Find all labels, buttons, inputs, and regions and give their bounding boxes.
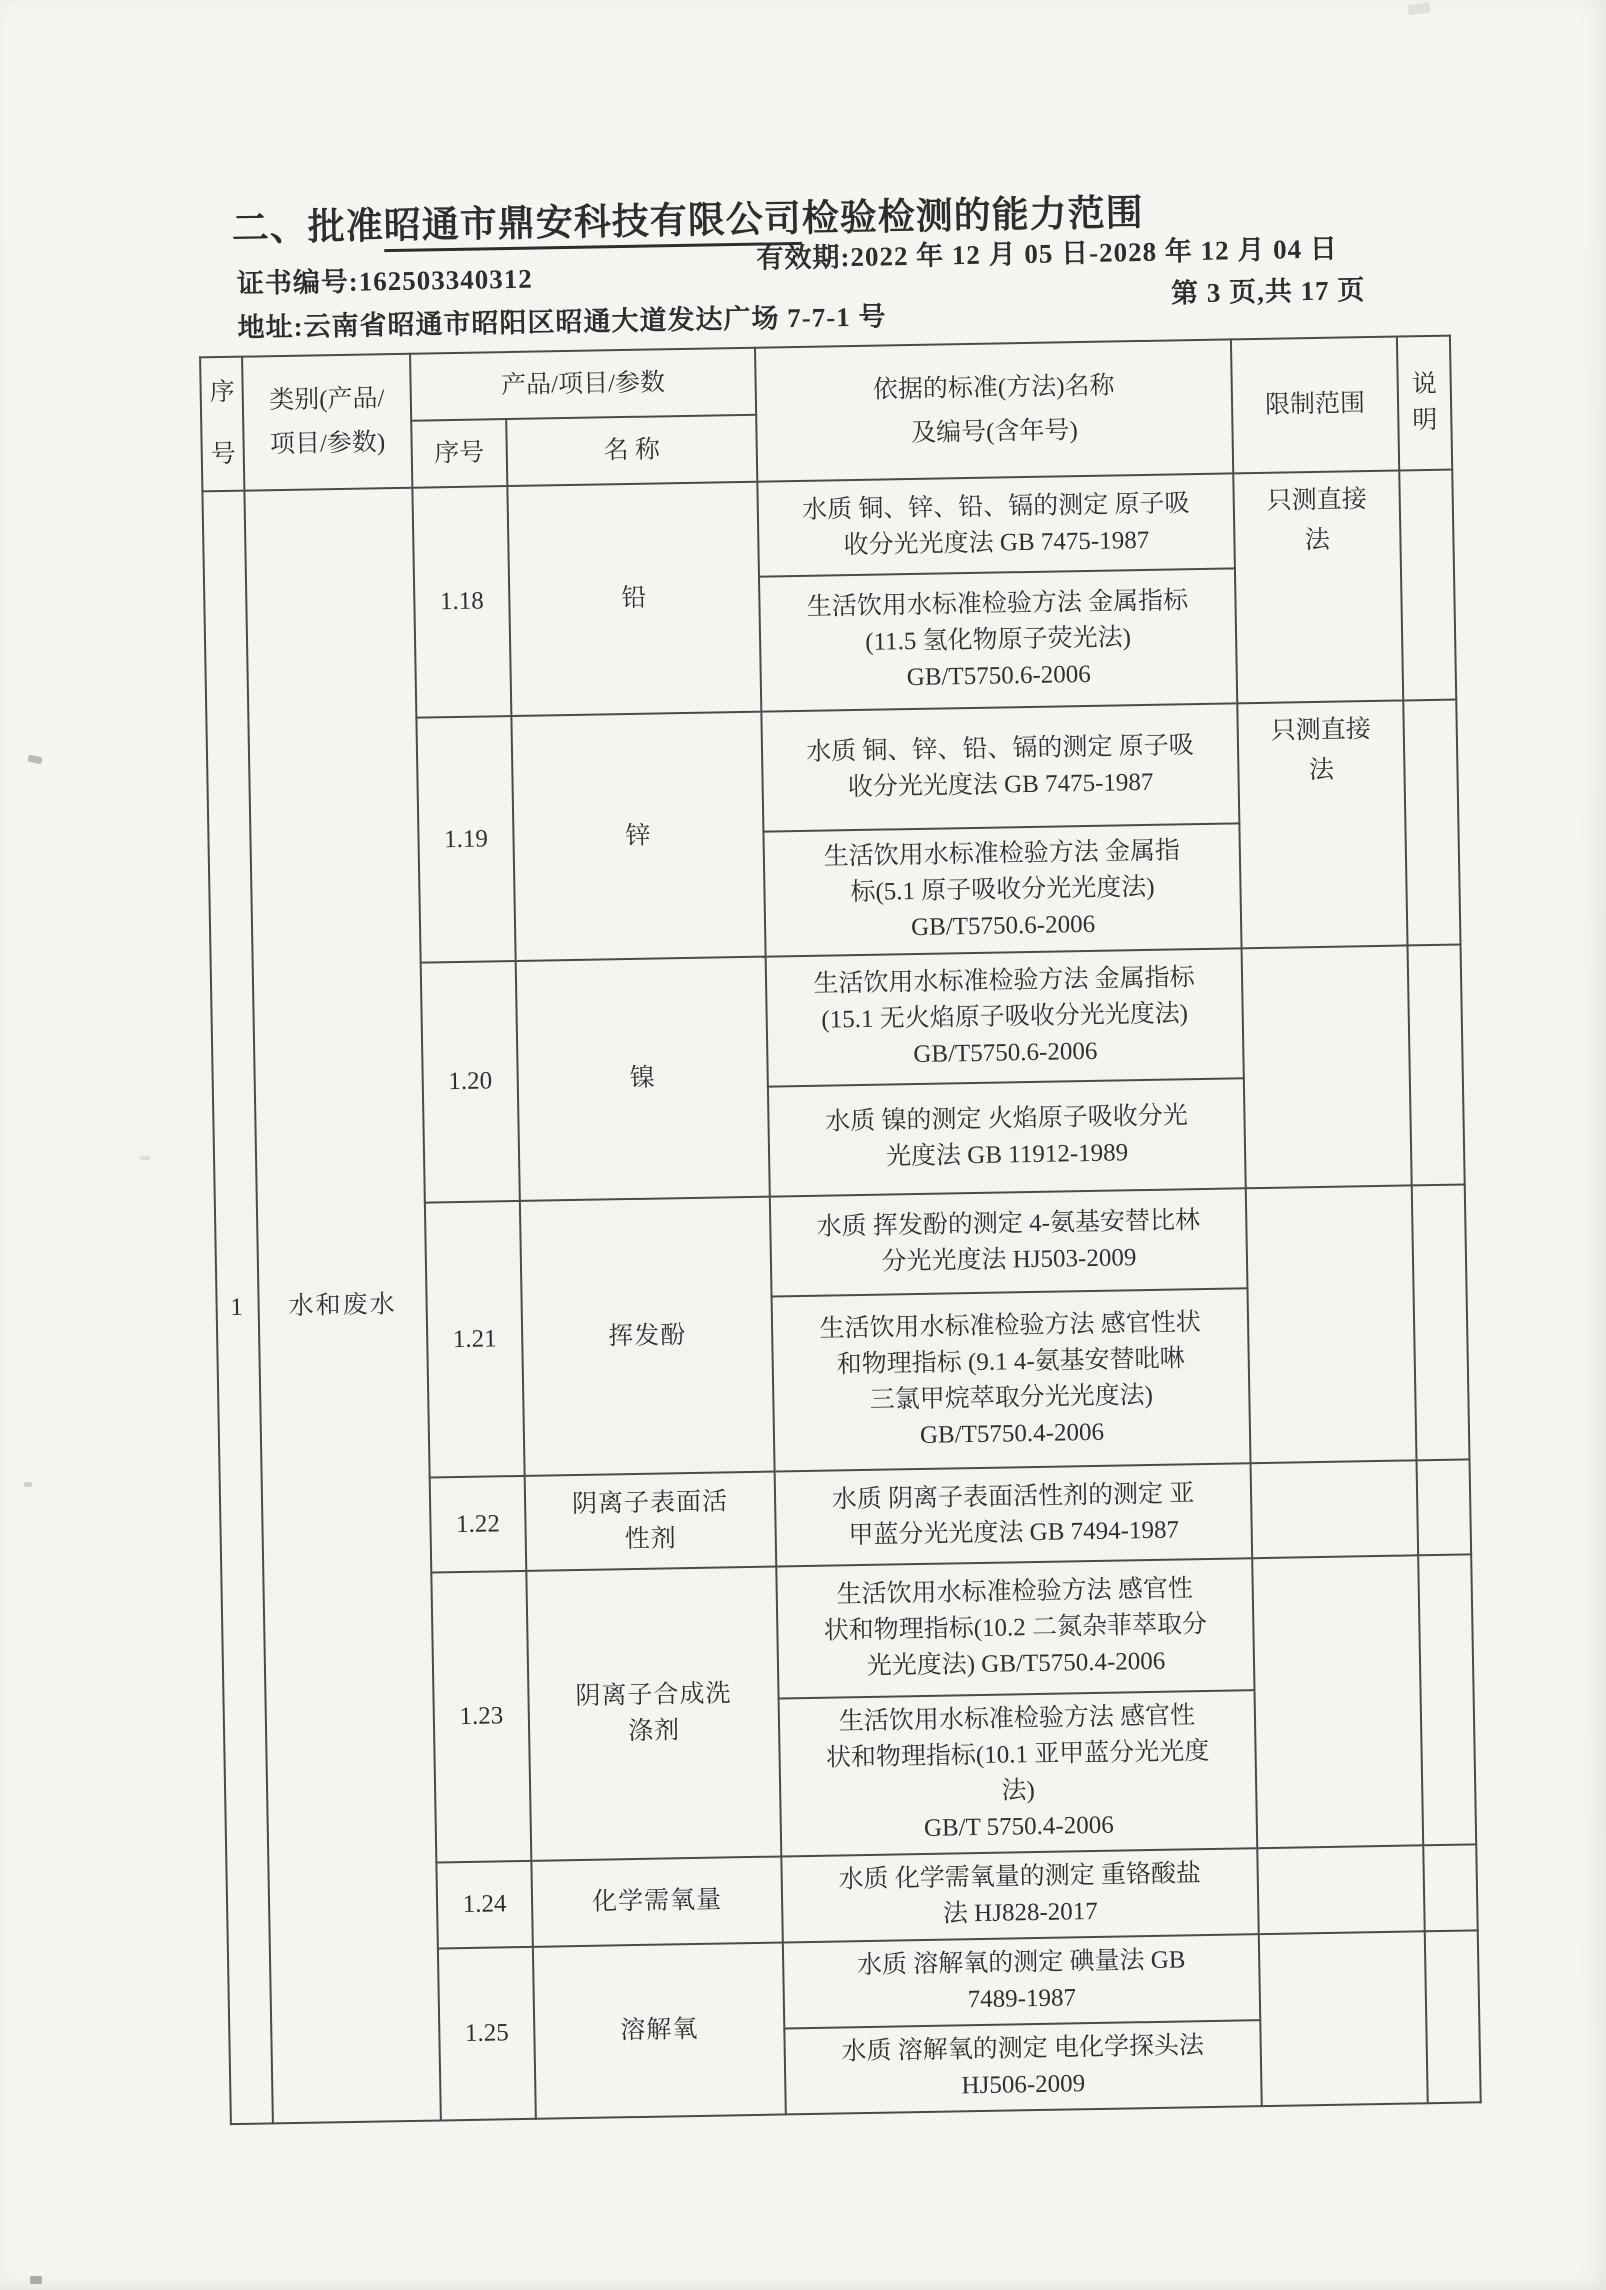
- header-seq: 序 号: [200, 357, 244, 492]
- certificate-number-line: [236, 257, 533, 301]
- cell-limit: [1252, 1555, 1423, 1848]
- header-limit: 限制范围: [1231, 337, 1399, 474]
- header-note: 说明: [1397, 336, 1452, 471]
- cell-limit: 只测直接 法: [1233, 470, 1403, 703]
- cell-item-name: 化学需氧量: [531, 1856, 782, 1946]
- cell-item-seq: 1.19: [416, 716, 515, 963]
- cell-standard: 生活饮用水标准检验方法 金属指标 (11.5 氢化物原子荧光法) GB/T5750.6-2006: [759, 568, 1237, 711]
- capability-table-wrap: [199, 335, 1482, 2126]
- cell-group-category: 水和废水: [244, 488, 440, 2124]
- cell-standard: 水质 化学需氧量的测定 重铬酸盐 法 HJ828-2017: [781, 1848, 1258, 1942]
- cell-limit: [1251, 1460, 1419, 1558]
- cell-item-name: 阴离子合成洗 涤剂: [526, 1567, 781, 1861]
- cell-item-seq: 1.21: [425, 1201, 525, 1478]
- header-item-seq: 序号: [411, 419, 507, 488]
- capability-table: [199, 335, 1482, 2126]
- cell-standard: 生活饮用水标准检验方法 金属指 标(5.1 原子吸收分光光度法) GB/T5750.6-2006: [763, 823, 1241, 956]
- cell-standard: 生活饮用水标准检验方法 金属指标 (15.1 无火焰原子吸收分光光度法) GB/T5750.6-2006: [766, 948, 1244, 1086]
- cell-note: [1412, 1184, 1470, 1460]
- cell-item-name: 溶解氧: [533, 1942, 786, 2118]
- cell-note: [1403, 700, 1460, 946]
- cell-item-seq: 1.25: [438, 1947, 536, 2121]
- cell-limit: [1257, 1845, 1424, 1934]
- cell-item-name: 铅: [507, 482, 761, 716]
- cell-standard: 水质 铜、锌、铅、镉的测定 原子吸 收分光光度法 GB 7475-1987: [761, 703, 1239, 831]
- cell-item-name: 挥发酚: [520, 1197, 775, 1476]
- cell-item-name: 锌: [511, 712, 765, 961]
- cell-item-seq: 1.18: [412, 486, 511, 718]
- header-item-name: 名 称: [506, 415, 757, 486]
- validity-period: 有效期:2022 年 12 月 05 日-2028 年 12 月 04 日: [756, 233, 1339, 274]
- scan-speck: [140, 1156, 150, 1160]
- header-product-group: 产品/项目/参数: [410, 348, 756, 421]
- header-standard: 依据的标准(方法)名称 及编号(含年号): [755, 339, 1233, 481]
- title-prefix: 二、批准: [231, 206, 385, 250]
- cell-standard: 水质 溶解氧的测定 电化学探头法 HJ506-2009: [784, 2020, 1261, 2114]
- scan-speck: [24, 1482, 32, 1487]
- header-category: 类别(产品/ 项目/参数): [242, 354, 412, 491]
- cell-note: [1423, 1844, 1477, 1931]
- cell-standard: 生活饮用水标准检验方法 感官性 状和物理指标(10.2 二氮杂菲萃取分 光光度法) GB/T5750.4-2006: [776, 1558, 1254, 1698]
- cell-item-seq: 1.23: [431, 1571, 531, 1863]
- cell-standard: 水质 阴离子表面活性剂的测定 亚 甲蓝分光光度法 GB 7494-1987: [775, 1463, 1253, 1566]
- cell-limit: 只测直接 法: [1237, 700, 1407, 948]
- cell-item-seq: 1.24: [436, 1861, 532, 1949]
- table-header-row-1: [200, 336, 1451, 425]
- certificate-number-label: 证书编号:: [236, 266, 360, 299]
- cell-note: [1408, 944, 1465, 1185]
- cell-limit: [1246, 1185, 1417, 1463]
- cell-standard: 生活饮用水标准检验方法 感官性状 和物理指标 (9.1 4-氨基安替吡啉 三氯甲烷萃取分光光度法) GB/T5750.4-2006: [772, 1288, 1251, 1471]
- cell-standard: 生活饮用水标准检验方法 感官性 状和物理指标(10.1 亚甲蓝分光光度 法) GB/T 5750.4-2006: [779, 1690, 1258, 1856]
- cell-standard: 水质 挥发酚的测定 4-氨基安替比林 分光光度法 HJ503-2009: [770, 1188, 1248, 1296]
- cell-item-name: 镍: [516, 957, 770, 1201]
- cell-note: [1399, 470, 1456, 701]
- cell-standard: 水质 铜、锌、铅、镉的测定 原子吸 收分光光度法 GB 7475-1987: [757, 473, 1235, 576]
- title-company-underlined: 昭通市鼎安科技有限公司: [383, 199, 802, 252]
- cell-note: [1418, 1554, 1476, 1845]
- certificate-number-value: 162503340312: [358, 263, 534, 297]
- cell-limit: [1259, 1931, 1428, 2106]
- cell-note: [1417, 1459, 1472, 1555]
- title-suffix: 检验检测的能力范围: [801, 192, 1145, 240]
- cell-item-name: 阴离子表面活 性剂: [525, 1472, 777, 1571]
- cell-standard: 水质 镍的测定 火焰原子吸收分光 光度法 GB 11912-1989: [768, 1078, 1246, 1196]
- address-line: 地址:云南省昭通市昭阳区昭通大道发达广场 7-7-1 号: [237, 301, 887, 343]
- cell-group-seq: 1: [202, 491, 272, 2124]
- cell-standard: 水质 溶解氧的测定 碘量法 GB 7489-1987: [783, 1934, 1260, 2028]
- cell-note: [1425, 1930, 1481, 2103]
- scan-speck: [30, 2276, 42, 2284]
- cell-limit: [1242, 945, 1412, 1188]
- cell-item-seq: 1.22: [430, 1476, 527, 1573]
- cell-item-seq: 1.20: [421, 961, 520, 1203]
- page-indicator: 第 3 页,共 17 页: [1170, 275, 1366, 309]
